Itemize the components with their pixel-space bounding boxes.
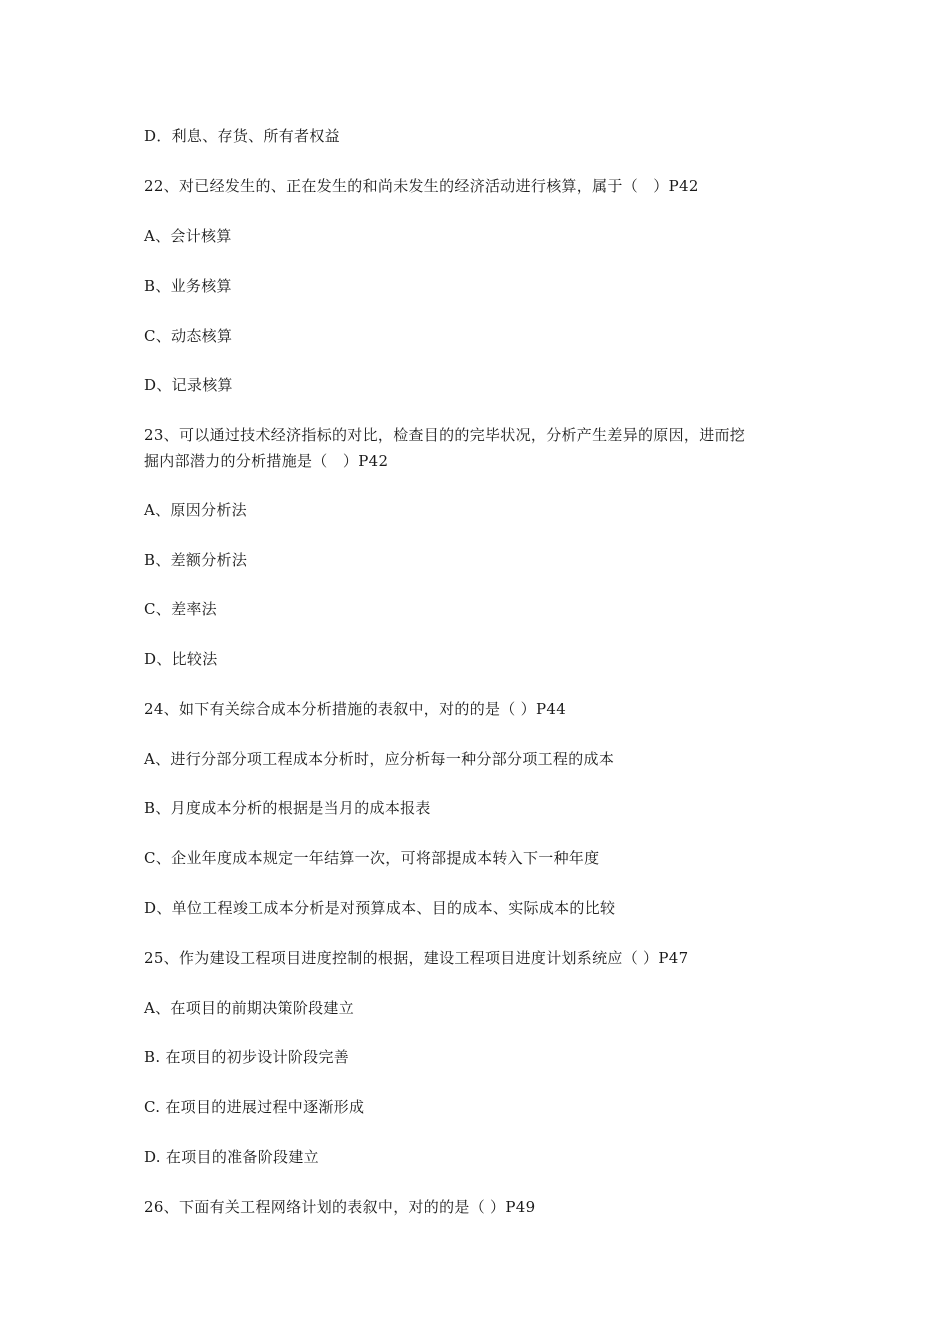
question-22: 22、对已经发生的、正在发生的和尚未发生的经济活动进行核算，属于（ ）P42: [144, 177, 699, 195]
option-25-a: A、在项目的前期决策阶段建立: [144, 999, 355, 1017]
option-23-d: D、比较法: [144, 650, 218, 668]
option-25-b: B. 在项目的初步设计阶段完善: [144, 1048, 350, 1066]
option-24-a: A、进行分部分项工程成本分析时，应分析每一种分部分项工程的成本: [144, 750, 615, 768]
question-24: 24、如下有关综合成本分析措施的表叙中，对的的是（ ）P44: [144, 700, 567, 718]
option-23-a: A、原因分析法: [144, 501, 247, 519]
option-21-d: D．利息、存货、所有者权益: [144, 127, 340, 145]
option-22-b: B、业务核算: [144, 277, 232, 295]
option-25-d: D. 在项目的准备阶段建立: [144, 1148, 319, 1166]
option-25-c: C. 在项目的进展过程中逐渐形成: [144, 1098, 365, 1116]
option-23-c: C、差率法: [144, 600, 217, 618]
question-25: 25、作为建设工程项目进度控制的根据，建设工程项目进度计划系统应（ ）P47: [144, 949, 689, 967]
option-24-c: C、企业年度成本规定一年结算一次，可将部提成本转入下一种年度: [144, 849, 600, 867]
option-24-b: B、月度成本分析的根据是当月的成本报表: [144, 799, 431, 817]
option-22-d: D、记录核算: [144, 376, 233, 394]
question-23-line-1: 23、可以通过技术经济指标的对比，检查目的的完毕状况，分析产生差异的原因，进而挖: [144, 426, 746, 444]
question-26: 26、下面有关工程网络计划的表叙中，对的的是（ ）P49: [144, 1198, 536, 1216]
question-23-line-2: 掘内部潜力的分析措施是（ ）P42: [144, 452, 389, 470]
option-22-c: C、动态核算: [144, 327, 233, 345]
option-22-a: A、会计核算: [144, 227, 232, 245]
option-23-b: B、差额分析法: [144, 551, 248, 569]
option-24-d: D、单位工程竣工成本分析是对预算成本、目的成本、实际成本的比较: [144, 899, 616, 917]
